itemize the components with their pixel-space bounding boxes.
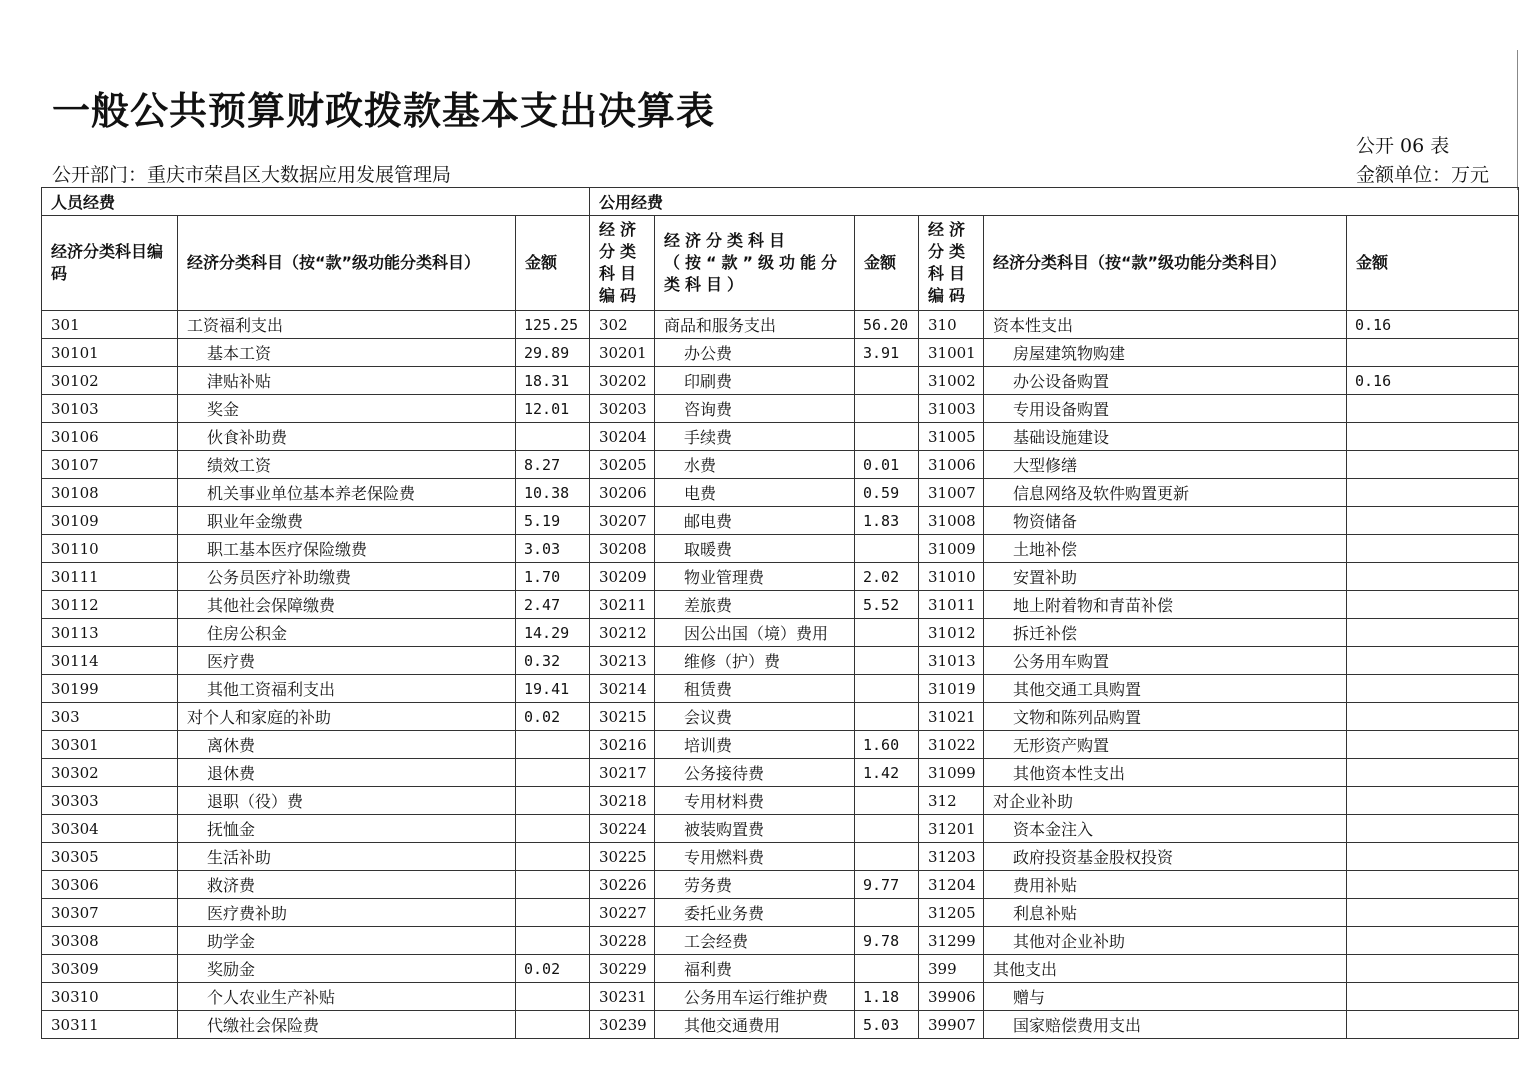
cell-name-2: 电费 [655, 479, 855, 507]
cell-name-2: 劳务费 [655, 871, 855, 899]
header-name-3: 经济分类科目（按“款”级功能分类科目） [984, 216, 1347, 311]
cell-code-3: 31009 [919, 535, 984, 563]
cell-amount-3 [1347, 395, 1519, 423]
cell-name-3: 对企业补助 [984, 787, 1347, 815]
cell-name-3: 基础设施建设 [984, 423, 1347, 451]
cell-code-1: 30306 [42, 871, 178, 899]
cell-code-2: 30227 [590, 899, 655, 927]
cell-amount-2: 56.20 [855, 311, 919, 339]
cell-amount-2 [855, 367, 919, 395]
table-body [42, 311, 1519, 1039]
cell-amount-1 [516, 899, 590, 927]
cell-name-2: 其他交通费用 [655, 1011, 855, 1039]
cell-code-1: 30112 [42, 591, 178, 619]
cell-code-3: 31204 [919, 871, 984, 899]
cell-name-2: 公务用车运行维护费 [655, 983, 855, 1011]
cell-name-1: 津贴补贴 [178, 367, 516, 395]
cell-amount-3 [1347, 731, 1519, 759]
cell-amount-3 [1347, 563, 1519, 591]
amount-unit-label: 金额单位：万元 [1356, 164, 1490, 186]
cell-name-1: 其他工资福利支出 [178, 675, 516, 703]
header-code: 经济分类科目编码 [42, 216, 178, 311]
cell-code-2: 30228 [590, 927, 655, 955]
cell-code-1: 30311 [42, 1011, 178, 1039]
cell-amount-2: 0.01 [855, 451, 919, 479]
cell-name-3: 无形资产购置 [984, 731, 1347, 759]
cell-code-1: 30303 [42, 787, 178, 815]
cell-name-2: 福利费 [655, 955, 855, 983]
cell-amount-3: 0.16 [1347, 367, 1519, 395]
cell-name-3: 物资储备 [984, 507, 1347, 535]
cell-amount-1: 1.70 [516, 563, 590, 591]
cell-code-3: 39907 [919, 1011, 984, 1039]
cell-amount-2: 9.78 [855, 927, 919, 955]
cell-code-2: 30206 [590, 479, 655, 507]
expenditure-table [41, 187, 1519, 1039]
cell-amount-1 [516, 759, 590, 787]
cell-name-2: 培训费 [655, 731, 855, 759]
cell-name-2: 咨询费 [655, 395, 855, 423]
cell-code-2: 30217 [590, 759, 655, 787]
cell-amount-2: 2.02 [855, 563, 919, 591]
table-row [42, 507, 1519, 535]
cell-code-1: 30103 [42, 395, 178, 423]
cell-amount-2: 9.77 [855, 871, 919, 899]
cell-amount-2: 1.60 [855, 731, 919, 759]
cell-amount-1: 18.31 [516, 367, 590, 395]
cell-name-2: 会议费 [655, 703, 855, 731]
cell-name-3: 拆迁补偿 [984, 619, 1347, 647]
cell-name-2: 委托业务费 [655, 899, 855, 927]
cell-amount-3 [1347, 507, 1519, 535]
cell-code-3: 31007 [919, 479, 984, 507]
cell-amount-1 [516, 423, 590, 451]
cell-code-2: 30211 [590, 591, 655, 619]
cell-code-1: 30113 [42, 619, 178, 647]
cell-name-3: 房屋建筑物购建 [984, 339, 1347, 367]
table-row [42, 563, 1519, 591]
cell-amount-1 [516, 731, 590, 759]
table-row [42, 871, 1519, 899]
cell-code-3: 31006 [919, 451, 984, 479]
cell-name-1: 离休费 [178, 731, 516, 759]
cell-code-1: 30301 [42, 731, 178, 759]
table-row [42, 955, 1519, 983]
cell-name-1: 救济费 [178, 871, 516, 899]
cell-code-3: 31002 [919, 367, 984, 395]
cell-code-3: 31299 [919, 927, 984, 955]
cell-name-1: 职工基本医疗保险缴费 [178, 535, 516, 563]
cell-name-1: 职业年金缴费 [178, 507, 516, 535]
cell-name-2: 因公出国（境）费用 [655, 619, 855, 647]
cell-name-3: 安置补助 [984, 563, 1347, 591]
table-row [42, 647, 1519, 675]
cell-code-2: 30224 [590, 815, 655, 843]
cell-code-3: 31201 [919, 815, 984, 843]
cell-amount-1: 5.19 [516, 507, 590, 535]
table-row [42, 1011, 1519, 1039]
cell-code-2: 302 [590, 311, 655, 339]
table-row [42, 619, 1519, 647]
cell-name-1: 抚恤金 [178, 815, 516, 843]
cell-name-3: 文物和陈列品购置 [984, 703, 1347, 731]
cell-name-2: 办公费 [655, 339, 855, 367]
cell-name-1: 住房公积金 [178, 619, 516, 647]
table-row [42, 731, 1519, 759]
cell-code-1: 30106 [42, 423, 178, 451]
cell-name-3: 其他交通工具购置 [984, 675, 1347, 703]
cell-amount-3 [1347, 535, 1519, 563]
cell-amount-2: 3.91 [855, 339, 919, 367]
cell-amount-2: 5.03 [855, 1011, 919, 1039]
table-row [42, 675, 1519, 703]
header-amount: 金额 [516, 216, 590, 311]
cell-amount-3 [1347, 899, 1519, 927]
cell-amount-2 [855, 619, 919, 647]
cell-amount-2 [855, 899, 919, 927]
cell-name-1: 生活补助 [178, 843, 516, 871]
cell-amount-1: 125.25 [516, 311, 590, 339]
cell-code-3: 31010 [919, 563, 984, 591]
cell-code-3: 399 [919, 955, 984, 983]
cell-amount-3 [1347, 619, 1519, 647]
cell-code-3: 31021 [919, 703, 984, 731]
cell-name-3: 费用补贴 [984, 871, 1347, 899]
cell-name-2: 取暖费 [655, 535, 855, 563]
cell-name-3: 利息补贴 [984, 899, 1347, 927]
cell-amount-1: 12.01 [516, 395, 590, 423]
cell-name-2: 邮电费 [655, 507, 855, 535]
cell-code-2: 30205 [590, 451, 655, 479]
cell-amount-2 [855, 675, 919, 703]
table-row [42, 311, 1519, 339]
cell-amount-1: 3.03 [516, 535, 590, 563]
table-row [42, 395, 1519, 423]
cell-amount-3 [1347, 927, 1519, 955]
cell-amount-2: 5.52 [855, 591, 919, 619]
cell-name-3: 资本金注入 [984, 815, 1347, 843]
cell-name-2: 公务接待费 [655, 759, 855, 787]
cell-code-1: 30310 [42, 983, 178, 1011]
cell-code-2: 30204 [590, 423, 655, 451]
page-edge-line [1517, 50, 1518, 190]
table-row [42, 787, 1519, 815]
cell-amount-1 [516, 927, 590, 955]
cell-amount-2: 1.42 [855, 759, 919, 787]
header-name-2: 经济分类科目（按“款”级功能分类科目） [655, 216, 855, 311]
cell-code-2: 30231 [590, 983, 655, 1011]
cell-code-1: 30308 [42, 927, 178, 955]
cell-code-2: 30229 [590, 955, 655, 983]
cell-name-2: 印刷费 [655, 367, 855, 395]
cell-name-1: 医疗费补助 [178, 899, 516, 927]
cell-code-2: 30202 [590, 367, 655, 395]
table-row [42, 367, 1519, 395]
cell-amount-3 [1347, 647, 1519, 675]
cell-name-1: 工资福利支出 [178, 311, 516, 339]
cell-code-2: 30207 [590, 507, 655, 535]
cell-name-3: 资本性支出 [984, 311, 1347, 339]
cell-name-1: 代缴社会保险费 [178, 1011, 516, 1039]
cell-code-1: 30109 [42, 507, 178, 535]
cell-name-1: 对个人和家庭的补助 [178, 703, 516, 731]
cell-code-1: 30302 [42, 759, 178, 787]
cell-amount-2 [855, 843, 919, 871]
table-row [42, 815, 1519, 843]
cell-amount-2 [855, 815, 919, 843]
cell-amount-3 [1347, 1011, 1519, 1039]
cell-name-1: 退职（役）费 [178, 787, 516, 815]
cell-amount-3 [1347, 871, 1519, 899]
cell-code-1: 301 [42, 311, 178, 339]
cell-amount-2 [855, 787, 919, 815]
cell-code-2: 30214 [590, 675, 655, 703]
cell-name-3: 政府投资基金股权投资 [984, 843, 1347, 871]
cell-amount-1 [516, 1011, 590, 1039]
cell-amount-3 [1347, 955, 1519, 983]
cell-code-3: 31003 [919, 395, 984, 423]
cell-name-2: 维修（护）费 [655, 647, 855, 675]
cell-code-1: 30110 [42, 535, 178, 563]
section-public: 公用经费 [590, 188, 1519, 216]
cell-name-1: 其他社会保障缴费 [178, 591, 516, 619]
cell-amount-1: 14.29 [516, 619, 590, 647]
cell-code-1: 30305 [42, 843, 178, 871]
cell-amount-3 [1347, 339, 1519, 367]
cell-name-3: 其他支出 [984, 955, 1347, 983]
cell-code-2: 30225 [590, 843, 655, 871]
cell-name-3: 其他资本性支出 [984, 759, 1347, 787]
cell-code-3: 310 [919, 311, 984, 339]
cell-amount-3 [1347, 703, 1519, 731]
cell-name-1: 基本工资 [178, 339, 516, 367]
cell-amount-3 [1347, 423, 1519, 451]
cell-code-1: 30309 [42, 955, 178, 983]
cell-amount-1: 29.89 [516, 339, 590, 367]
cell-amount-3 [1347, 479, 1519, 507]
cell-name-2: 工会经费 [655, 927, 855, 955]
table-row [42, 591, 1519, 619]
cell-code-1: 30107 [42, 451, 178, 479]
cell-amount-2 [855, 395, 919, 423]
cell-code-3: 312 [919, 787, 984, 815]
cell-amount-3: 0.16 [1347, 311, 1519, 339]
cell-amount-2 [855, 955, 919, 983]
table-row [42, 927, 1519, 955]
cell-code-2: 30208 [590, 535, 655, 563]
cell-amount-3 [1347, 843, 1519, 871]
cell-code-3: 31205 [919, 899, 984, 927]
cell-name-1: 个人农业生产补贴 [178, 983, 516, 1011]
header-code-3: 经济分类科目编码 [919, 216, 984, 311]
cell-code-3: 31005 [919, 423, 984, 451]
cell-name-2: 水费 [655, 451, 855, 479]
cell-amount-1 [516, 815, 590, 843]
header-amount-3: 金额 [1347, 216, 1519, 311]
cell-name-1: 退休费 [178, 759, 516, 787]
cell-amount-1: 0.32 [516, 647, 590, 675]
cell-name-2: 专用燃料费 [655, 843, 855, 871]
cell-code-1: 30101 [42, 339, 178, 367]
cell-amount-1: 0.02 [516, 955, 590, 983]
cell-name-2: 商品和服务支出 [655, 311, 855, 339]
cell-code-3: 31099 [919, 759, 984, 787]
cell-amount-1: 19.41 [516, 675, 590, 703]
cell-code-1: 30114 [42, 647, 178, 675]
cell-name-3: 赠与 [984, 983, 1347, 1011]
cell-code-1: 30307 [42, 899, 178, 927]
cell-amount-1: 0.02 [516, 703, 590, 731]
header-amount-2: 金额 [855, 216, 919, 311]
cell-code-2: 30226 [590, 871, 655, 899]
cell-code-2: 30203 [590, 395, 655, 423]
cell-name-1: 绩效工资 [178, 451, 516, 479]
cell-name-3: 其他对企业补助 [984, 927, 1347, 955]
cell-code-2: 30201 [590, 339, 655, 367]
cell-amount-3 [1347, 983, 1519, 1011]
cell-code-1: 30199 [42, 675, 178, 703]
cell-amount-3 [1347, 787, 1519, 815]
table-number: 公开 06 表 [1356, 135, 1450, 157]
cell-name-1: 伙食补助费 [178, 423, 516, 451]
cell-code-3: 31011 [919, 591, 984, 619]
section-personnel: 人员经费 [42, 188, 590, 216]
cell-code-3: 31013 [919, 647, 984, 675]
cell-name-3: 大型修缮 [984, 451, 1347, 479]
cell-amount-1 [516, 787, 590, 815]
table-row [42, 899, 1519, 927]
cell-name-2: 租赁费 [655, 675, 855, 703]
cell-amount-2: 0.59 [855, 479, 919, 507]
cell-name-3: 土地补偿 [984, 535, 1347, 563]
cell-code-3: 31022 [919, 731, 984, 759]
cell-amount-3 [1347, 675, 1519, 703]
cell-amount-2 [855, 703, 919, 731]
cell-name-2: 物业管理费 [655, 563, 855, 591]
cell-code-1: 30108 [42, 479, 178, 507]
cell-code-1: 303 [42, 703, 178, 731]
cell-code-3: 39906 [919, 983, 984, 1011]
table-row [42, 759, 1519, 787]
header-name: 经济分类科目（按“款”级功能分类科目） [178, 216, 516, 311]
cell-amount-2: 1.83 [855, 507, 919, 535]
table-row [42, 703, 1519, 731]
cell-code-2: 30218 [590, 787, 655, 815]
cell-name-1: 奖励金 [178, 955, 516, 983]
cell-name-1: 医疗费 [178, 647, 516, 675]
cell-code-3: 31001 [919, 339, 984, 367]
table-row [42, 339, 1519, 367]
cell-name-1: 机关事业单位基本养老保险费 [178, 479, 516, 507]
cell-amount-1 [516, 843, 590, 871]
cell-code-3: 31203 [919, 843, 984, 871]
cell-name-3: 公务用车购置 [984, 647, 1347, 675]
cell-amount-1 [516, 983, 590, 1011]
cell-code-2: 30215 [590, 703, 655, 731]
cell-name-3: 专用设备购置 [984, 395, 1347, 423]
table-row [42, 479, 1519, 507]
cell-name-1: 奖金 [178, 395, 516, 423]
cell-amount-2 [855, 423, 919, 451]
cell-code-3: 31008 [919, 507, 984, 535]
cell-amount-2 [855, 535, 919, 563]
table-row [42, 535, 1519, 563]
cell-code-1: 30102 [42, 367, 178, 395]
cell-name-2: 被装购置费 [655, 815, 855, 843]
table-row [42, 451, 1519, 479]
cell-code-3: 31012 [919, 619, 984, 647]
cell-amount-2 [855, 647, 919, 675]
cell-code-2: 30239 [590, 1011, 655, 1039]
cell-name-3: 信息网络及软件购置更新 [984, 479, 1347, 507]
cell-name-1: 助学金 [178, 927, 516, 955]
cell-amount-1: 10.38 [516, 479, 590, 507]
cell-amount-1: 8.27 [516, 451, 590, 479]
cell-amount-1 [516, 871, 590, 899]
cell-code-1: 30304 [42, 815, 178, 843]
table-row [42, 423, 1519, 451]
cell-name-1: 公务员医疗补助缴费 [178, 563, 516, 591]
cell-name-3: 办公设备购置 [984, 367, 1347, 395]
cell-code-2: 30216 [590, 731, 655, 759]
table-row [42, 843, 1519, 871]
cell-amount-1: 2.47 [516, 591, 590, 619]
cell-name-3: 国家赔偿费用支出 [984, 1011, 1347, 1039]
department-label: 公开部门：重庆市荣昌区大数据应用发展管理局 [52, 164, 452, 186]
page-title: 一般公共预算财政拨款基本支出决算表 [52, 89, 716, 133]
cell-code-1: 30111 [42, 563, 178, 591]
header-code-2: 经济分类科目编码 [590, 216, 655, 311]
cell-name-2: 差旅费 [655, 591, 855, 619]
cell-code-3: 31019 [919, 675, 984, 703]
cell-amount-3 [1347, 451, 1519, 479]
cell-amount-3 [1347, 591, 1519, 619]
cell-amount-2: 1.18 [855, 983, 919, 1011]
cell-amount-3 [1347, 759, 1519, 787]
cell-code-2: 30209 [590, 563, 655, 591]
cell-name-2: 手续费 [655, 423, 855, 451]
cell-name-2: 专用材料费 [655, 787, 855, 815]
cell-code-2: 30213 [590, 647, 655, 675]
cell-amount-3 [1347, 815, 1519, 843]
cell-code-2: 30212 [590, 619, 655, 647]
cell-name-3: 地上附着物和青苗补偿 [984, 591, 1347, 619]
table-row [42, 983, 1519, 1011]
